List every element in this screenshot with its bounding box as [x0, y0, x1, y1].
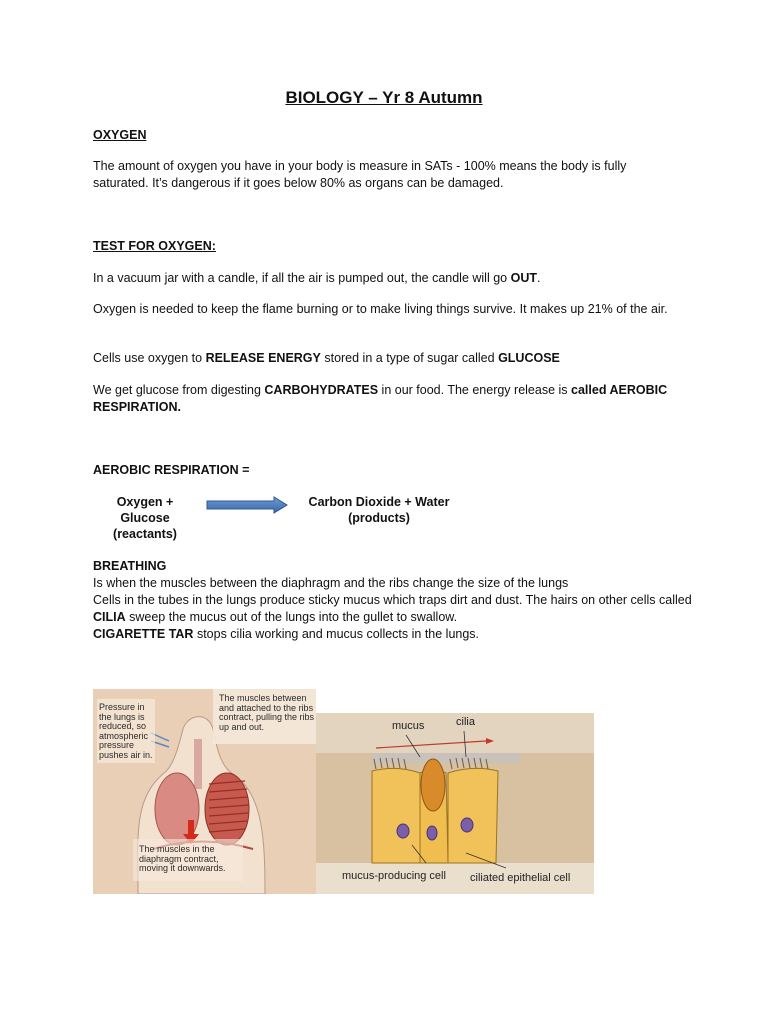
text-run: Cells in the tubes in the lungs produce sticky mucus which traps dirt and dust. The hairs on other cells called: [93, 593, 692, 607]
epithelial-cells-illustration: [316, 713, 594, 894]
oxygen-paragraph: The amount of oxygen you have in your body is measure in SATs - 100% means the body is fully saturated. It’s dangerous if it goes below 80% as organs can be damaged.: [93, 159, 627, 190]
caption-pressure: Pressure in the lungs is reduced, so atmospheric pressure pushes air in.: [99, 702, 153, 760]
caption-rib-muscles: The muscles between and attached to the ribs contract, pulling the ribs up and out.: [219, 693, 315, 732]
aerobic-heading: AEROBIC RESPIRATION =: [93, 463, 250, 477]
text-run: stored in a type of sugar called: [320, 351, 499, 365]
caption-diaphragm: The muscles in the diaphragm contract, moving it downwards.: [139, 844, 226, 873]
products-caption: (products): [348, 511, 410, 525]
page-title: BIOLOGY – Yr 8 Autumn: [285, 88, 483, 107]
label-mucus-producing-cell: mucus-producing cell: [342, 870, 446, 882]
text-run: stops cilia working and mucus collects in the lungs.: [193, 627, 480, 641]
label-ciliated-epithelial-cell: ciliated epithelial cell: [470, 872, 571, 884]
text-run: sweep the mucus out of the lungs into the gullet to swallow.: [125, 610, 458, 624]
test-paragraph-4: [93, 382, 683, 416]
test-heading: TEST FOR OXYGEN:: [93, 239, 216, 253]
text-run: .: [536, 271, 541, 285]
cilia-diagram-photo: [316, 713, 594, 894]
text-run-bold: called AEROBIC RESPIRATION.: [93, 383, 668, 414]
text-run-bold: CARBOHYDRATES: [264, 383, 379, 397]
label-mucus: mucus: [392, 720, 425, 732]
text-run: We get glucose from digesting: [93, 383, 265, 397]
breathing-line-1: Is when the muscles between the diaphragm and the ribs change the size of the lungs: [93, 576, 569, 590]
products-label: Carbon Dioxide + Water: [308, 495, 450, 509]
breathing-diagram-photo: [93, 689, 316, 894]
test-paragraph-1: [93, 270, 683, 287]
text-run-bold: CIGARETTE TAR: [93, 627, 194, 641]
text-run-bold: GLUCOSE: [498, 351, 560, 365]
test-paragraph-2: Oxygen is needed to keep the flame burning or to make living things survive. It makes up 21% of the air.: [93, 302, 668, 316]
text-run: In a vacuum jar with a candle, if all the air is pumped out, the candle will go: [93, 271, 511, 285]
text-run-bold: OUT: [510, 271, 537, 285]
equation-arrow-icon: [206, 496, 288, 514]
text-run-bold: CILIA: [93, 610, 126, 624]
breathing-line-2: [93, 592, 693, 626]
breathing-heading: BREATHING: [93, 559, 167, 573]
text-run-bold: RELEASE ENERGY: [205, 351, 321, 365]
equation-reactants: [93, 494, 197, 542]
label-cilia: cilia: [456, 716, 475, 728]
reactants-caption: (reactants): [113, 527, 177, 541]
test-paragraph-3: [93, 350, 683, 367]
oxygen-heading: OXYGEN: [93, 128, 147, 142]
equation-products: [306, 494, 452, 526]
text-run: Cells use oxygen to: [93, 351, 206, 365]
reactants-label: Oxygen + Glucose: [116, 495, 174, 525]
breathing-line-3: [93, 626, 693, 643]
text-run: in our food. The energy release is: [378, 383, 572, 397]
breathing-paragraph: [93, 575, 693, 643]
